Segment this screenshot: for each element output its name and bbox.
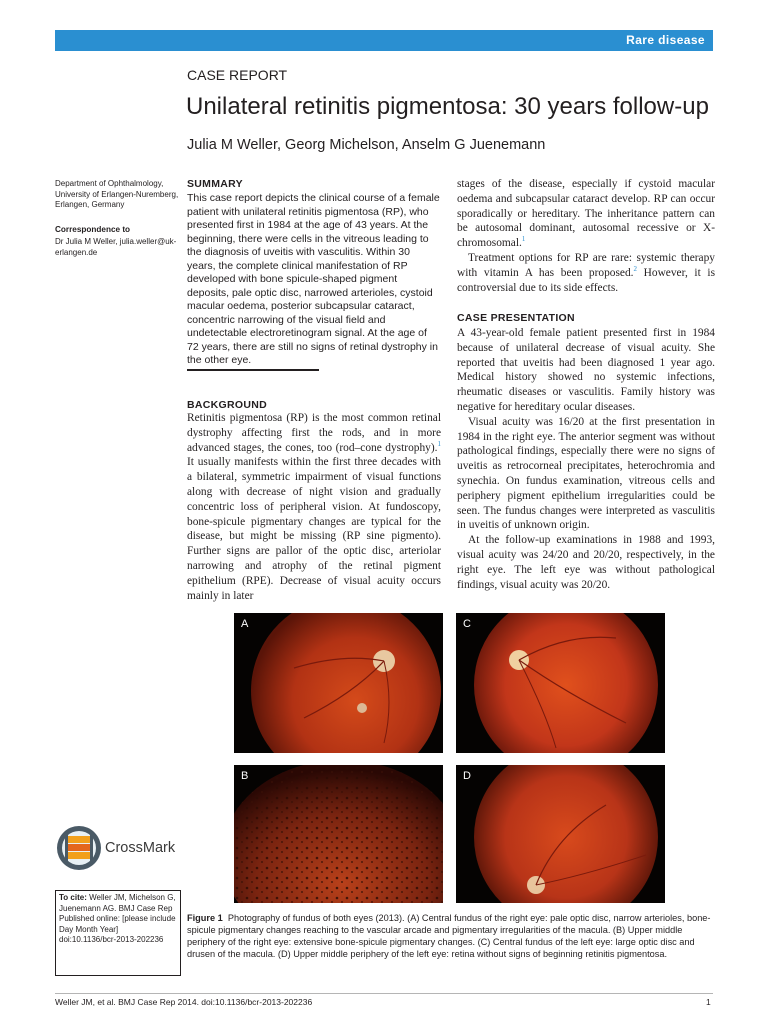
treatment-text-part2: However, it is controversial due to its side effects. (457, 266, 715, 294)
article-title: Unilateral retinitis pigmentosa: 30 years follow-up (186, 93, 709, 120)
correspondence-text: Dr Julia M Weller, julia.weller@uk-erlangen.de (55, 237, 177, 257)
background-text-part2: It usually manifests within the first three decades with a bilateral, symmetric impairment of visual functions along with decrease of night vision and gradually concentric loss of peripheral vision. At fundoscopy, bone-spicule pigmentary changes are typical for the disease, but might be missing (RP sine pigmento). Further signs are pallor of the optic disc, arteriolar narrowing and atrophy of the retinal pigment epithelium (RPE). Decrease of visual acuity occurs mainly in later (187, 456, 441, 602)
case-paragraph-2: Visual acuity was 16/20 at the first presentation in 1984 in the right eye. The anterior segment was without pathological findings, especially there were no signs of uveitis as retrocorneal precipitates, heterochromia and synechia. On fundus examination, vitreous cells and periphery pigment epithelium irregularities could be seen. The fundus changes were interpreted as vasculitis in uveitis of unknown origin. (457, 415, 715, 532)
affiliation: Department of Ophthalmology, University of Erlangen-Nuremberg, Erlangen, Germany (55, 179, 179, 210)
citation-body: Weller JM, Michelson G, Juenemann AG. BMJ Case Rep Published online: [please include Day Month Year] doi:10.1136/bcr-2013-202236 (59, 893, 176, 944)
summary-divider (187, 369, 319, 371)
summary-text: This case report depicts the clinical course of a female patient with unilateral retinitis pigmentosa (RP), who presented first in 1984 at the age of 43 years. At the beginning, there were cells in the vitreous leading to the diagnosis of uveitis with vasculitis. Within 30 years, the complete clinical manifestation of RP developed with bone spicule-shaped pigment deposits, pale optic disc, narrowed arterioles, cystoid macular oedema, posterior subcapsular cataract, concentric narrowing of the visual field and undetectable electroretinogram signal. At the age of 72 years, there are still no signs of retinal dystrophy in the other eye. (187, 192, 440, 366)
page-number: 1 (706, 997, 711, 1007)
figure-caption (187, 912, 714, 960)
figure-caption-text: Photography of fundus of both eyes (2013). (A) Central fundus of the right eye: pale optic disc, narrow arterioles, bone-spicule pigmentary changes reaching to the vascular arcade and pigmentary irregularities of the macula. (B) Upper middle periphery of the right eye: extensive bone-spicule pigmentary changes. (C) Central fundus of the left eye: large optic disc and drusen of the macula. (D) Upper middle periphery of the left eye: retina without signs of beginning retinitis pigmentosa. (187, 913, 711, 959)
footer-divider (55, 993, 713, 994)
crossmark-icon (55, 822, 103, 878)
panel-label-a: A (241, 618, 249, 630)
background-heading: BACKGROUND (187, 399, 267, 411)
treatment-text-part1: Treatment options for RP are rare: systemic therapy with vitamin A has been proposed. (457, 251, 715, 279)
summary-heading: SUMMARY (187, 178, 243, 190)
panel-label-c: C (463, 618, 471, 630)
background-text-part1: Retinitis pigmentosa (RP) is the most common retinal dystrophy affecting first the rods, and in more advanced stages, the cones, too (rod–cone dystrophy). (187, 412, 441, 454)
case-presentation-body (457, 326, 715, 592)
case-presentation-heading: CASE PRESENTATION (457, 312, 575, 324)
correspondence-heading: Correspondence to (55, 225, 131, 234)
reference-link[interactable]: 2 (633, 264, 638, 273)
panel-label-b: B (241, 770, 249, 782)
case-paragraph-3: At the follow-up examinations in 1988 and 1993, visual acuity was 24/20 and 20/20, respectively, in the right eye. The left eye was without pathological findings, visual acuity was 20/20. (457, 534, 715, 591)
reference-link[interactable]: 1 (521, 235, 526, 244)
article-type: CASE REPORT (187, 67, 288, 83)
panel-label-d: D (463, 770, 471, 782)
citation-text (59, 893, 177, 946)
fundus-photo-a (234, 613, 443, 753)
crossmark-label[interactable]: CrossMark (105, 840, 176, 856)
fundus-photo-c (456, 613, 665, 753)
background-continued-text: stages of the disease, especially if cystoid macular oedema and subcapsular cataract develop. RP can occur sporadically or hereditary. The inheritance pattern can be autosomal dominant, autosomal recessive or X-chromosomal. (457, 178, 715, 250)
section-banner (55, 30, 713, 51)
background-paragraph (187, 411, 441, 603)
background-continued (457, 177, 715, 295)
fundus-photo-b (234, 765, 443, 903)
article-authors: Julia M Weller, Georg Michelson, Anselm G Juenemann (187, 137, 546, 153)
fundus-photo-d (456, 765, 665, 903)
case-paragraph-1: A 43-year-old female patient presented first in 1984 because of unilateral decrease of visual acuity. She reported that uveitis had been diagnosed 1 year ago. Medical history showed no systemic infections, rheumatic diseases or vasculitis. Family history was negative for hereditary ocular diseases. (457, 327, 715, 413)
citation-heading: To cite: (59, 893, 87, 902)
figure-caption-label: Figure 1 (187, 913, 223, 923)
reference-link[interactable]: 1 (437, 439, 441, 448)
footer-citation: Weller JM, et al. BMJ Case Rep 2014. doi:10.1136/bcr-2013-202236 (55, 997, 313, 1007)
section-label: Rare disease (626, 33, 705, 47)
